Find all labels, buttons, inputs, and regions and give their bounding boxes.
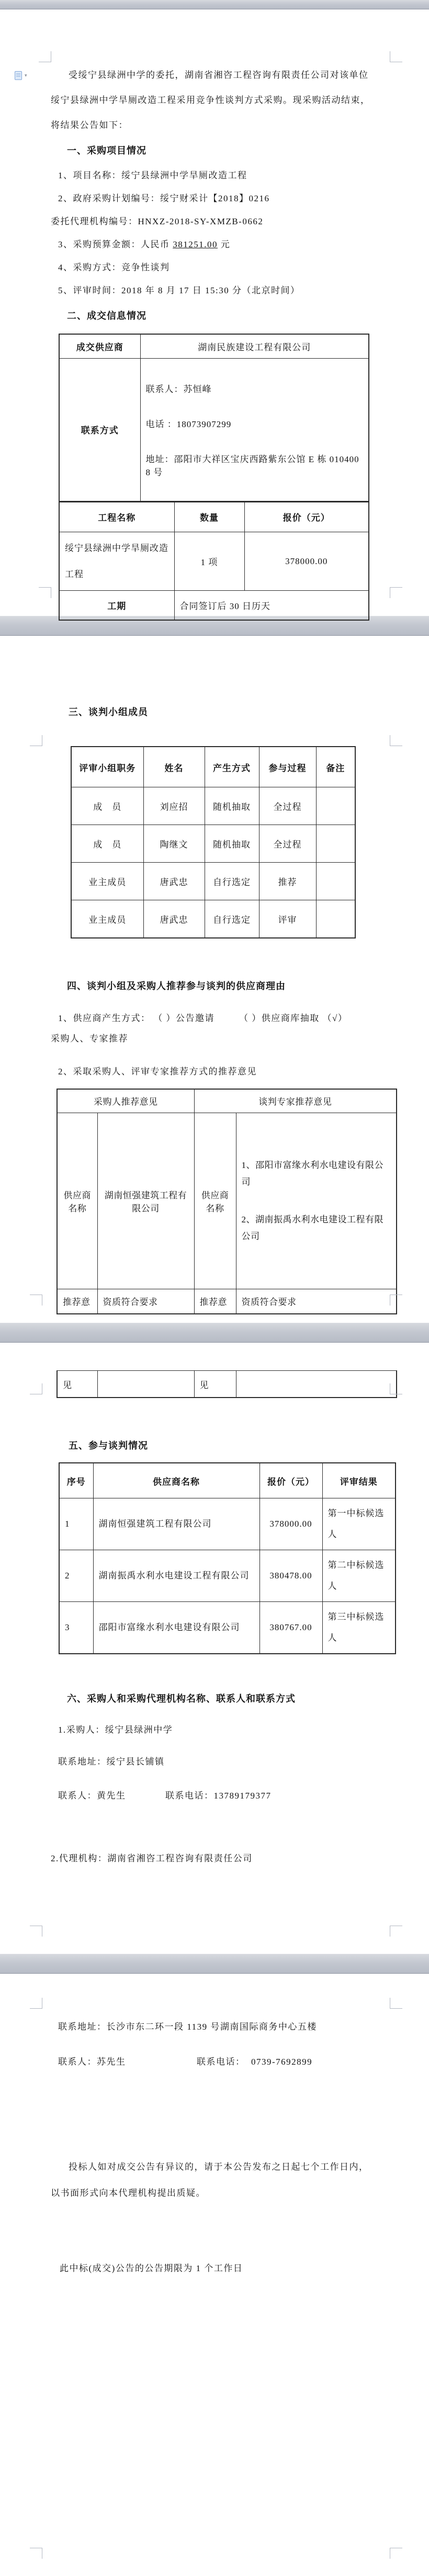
method-cell: 自行选定 — [205, 863, 259, 900]
name-cell: 陶继文 — [143, 825, 205, 863]
table-row — [71, 787, 355, 825]
table-header-row — [57, 1089, 397, 1113]
purchaser-contact-person: 联系人：黄先生 — [58, 1791, 126, 1801]
table-row — [59, 532, 369, 591]
col-name: 姓名 — [143, 747, 205, 787]
negotiation-panel-table — [71, 746, 356, 938]
table-header-row — [71, 747, 355, 787]
recommend-intro-line: 2、采取采购人、评审专家推荐方式的推荐意见 — [58, 1067, 257, 1077]
opinion-label-cell: 推荐意 — [57, 1289, 97, 1314]
supplier-cell: 湖南振禹水利水电建设工程有限公司 — [93, 1550, 259, 1602]
result-cell: 第一中标候选人 — [322, 1498, 396, 1550]
supplier-source-line-2: 采购人、专家推荐 — [51, 1034, 128, 1044]
col-bid-price: 报价（元） — [259, 1463, 322, 1498]
bid-participation-table — [59, 1462, 396, 1654]
name-cell: 唐武忠 — [143, 863, 205, 900]
index-cell: 3 — [59, 1602, 93, 1654]
participation-cell: 全过程 — [259, 787, 316, 825]
recommendation-table-continued — [57, 1370, 397, 1398]
objection-line: 投标人如对成交公告有异议的，请于本公告发布之日起七个工作日内， — [69, 2162, 369, 2172]
table-row — [59, 358, 369, 501]
supplier-source-line: 1、供应商产生方式： （ ）公告邀请 （ ）供应商库抽取 （√） — [58, 1013, 348, 1023]
col-review-result: 评审结果 — [322, 1463, 396, 1498]
plan-number-line: 2、政府采购计划编号：绥宁财采计【2018】0216 — [58, 193, 270, 203]
margin-corner-mark — [30, 735, 42, 746]
page-3 — [0, 1370, 429, 1954]
opinion-value-cell: 资质符合要求 — [236, 1289, 397, 1314]
margin-corner-mark — [39, 51, 51, 62]
role-cell: 业主成员 — [71, 900, 143, 938]
margin-corner-mark — [390, 1926, 402, 1937]
table-row — [59, 591, 369, 620]
purchaser-address-line: 联系地址：绥宁县长铺镇 — [58, 1757, 165, 1767]
project-name-cell: 绥宁县绿洲中学旱厕改造工程 — [59, 532, 174, 591]
duration-value-cell: 合同签订后 30 日历天 — [174, 591, 369, 620]
index-cell: 1 — [59, 1498, 93, 1550]
index-cell: 2 — [59, 1550, 93, 1602]
agency-number-line: 委托代理机构编号：HNXZ-2018-SY-XMZB-0662 — [51, 216, 264, 226]
margin-corner-mark — [390, 1295, 402, 1306]
purchaser-recommendation-header: 采购人推荐意见 — [57, 1089, 194, 1113]
supplier-label-cell: 成交供应商 — [59, 334, 140, 358]
contact-person: 联系人：苏恒峰 — [145, 384, 212, 394]
participation-cell: 评审 — [259, 900, 316, 938]
purchaser-contact-phone: 联系电话：13789179377 — [165, 1791, 272, 1801]
method-cell: 自行选定 — [205, 900, 259, 938]
remarks-cell — [316, 900, 355, 938]
paste-options-button[interactable] — [15, 71, 27, 80]
role-cell: 成 员 — [71, 825, 143, 863]
section-heading-1: 一、采购项目情况 — [67, 145, 146, 156]
supplier-list-cell — [236, 1113, 397, 1289]
budget-suffix: 元 — [218, 239, 231, 249]
contact-address: 地址：邵阳市大祥区宝庆西路紫东公馆 E 栋 0104008 号 — [145, 454, 359, 477]
section-heading-2: 二、成交信息情况 — [67, 311, 146, 321]
result-cell: 第三中标候选人 — [322, 1602, 396, 1654]
margin-corner-mark — [30, 1998, 42, 2009]
table-row — [59, 1602, 396, 1654]
table-header-row — [59, 502, 369, 532]
price-cell: 380767.00 — [259, 1602, 322, 1654]
page-separator-band — [0, 1954, 429, 1974]
col-index: 序号 — [59, 1463, 93, 1498]
review-time-line: 5、评审时间：2018 年 8 月 17 日 15:30 分（北京时间） — [58, 285, 300, 295]
quantity-cell: 1 项 — [174, 532, 244, 591]
agency-contact-line — [58, 2055, 371, 2069]
col-selection-method: 产生方式 — [205, 747, 259, 787]
recommendation-table — [57, 1089, 397, 1314]
budget-prefix: 3、采购预算金额：人民币 — [58, 239, 173, 249]
margin-corner-mark — [30, 1926, 42, 1937]
objection-paragraph — [51, 2154, 371, 2206]
opinion-value-cell: 资质符合要求 — [97, 1289, 194, 1314]
margin-corner-mark — [390, 1383, 402, 1394]
budget-line — [58, 237, 371, 252]
intro-paragraph — [51, 9, 371, 133]
col-remarks: 备注 — [316, 747, 355, 787]
table-row — [59, 1550, 396, 1602]
table-row — [59, 334, 369, 358]
section-heading-4: 四、谈判小组及采购人推荐参与谈判的供应商理由 — [67, 981, 286, 991]
intro-line: 将结果公告如下： — [51, 120, 128, 130]
agency-contact-phone: 联系电话： 0739-7692899 — [197, 2057, 313, 2067]
remarks-cell — [316, 825, 355, 863]
margin-corner-mark — [390, 51, 402, 62]
col-price: 报价（元） — [244, 502, 369, 532]
dropdown-arrow-icon: ▾ — [25, 73, 27, 78]
opinion-label-cell: 推荐意 — [194, 1289, 236, 1314]
objection-line: 以书面形式向本代理机构提出质疑。 — [51, 2188, 206, 2198]
page-separator-band — [0, 1323, 429, 1343]
margin-corner-mark — [390, 587, 402, 598]
duration-label-cell: 工期 — [59, 591, 174, 620]
purchaser-line: 1.采购人：绥宁县绿洲中学 — [58, 1725, 173, 1735]
col-project-name: 工程名称 — [59, 502, 174, 532]
recommended-supplier: 2、湖南振禹水利水电建设工程有限公司 — [241, 1214, 383, 1241]
agency-line: 2.代理机构：湖南省湘咨工程咨询有限责任公司 — [51, 1853, 253, 1863]
supplier-cell: 湖南恒强建筑工程有限公司 — [93, 1498, 259, 1550]
section-heading-5: 五、参与谈判情况 — [69, 1440, 148, 1451]
table-row — [57, 1289, 397, 1314]
agency-contact-person: 联系人：苏先生 — [58, 2057, 126, 2067]
intro-line: 绥宁县绿洲中学旱厕改造工程采用竞争性谈判方式采购。现采购活动结束， — [51, 95, 370, 105]
method-cell: 随机抽取 — [205, 787, 259, 825]
remarks-cell — [316, 863, 355, 900]
purchaser-contact-line — [58, 1789, 371, 1803]
method-line: 4、采购方式：竞争性谈判 — [58, 262, 170, 272]
price-cell: 380478.00 — [259, 1550, 322, 1602]
supplier-label-cell: 供应商名称 — [194, 1113, 236, 1289]
col-panel-role: 评审小组职务 — [71, 747, 143, 787]
role-cell: 业主成员 — [71, 863, 143, 900]
award-info-table — [59, 334, 369, 502]
opinion-label-continued-cell: 见 — [57, 1371, 97, 1398]
result-cell: 第二中标候选人 — [322, 1550, 396, 1602]
contact-label-cell: 联系方式 — [59, 358, 140, 501]
role-cell: 成 员 — [71, 787, 143, 825]
margin-corner-mark — [390, 735, 402, 746]
table-row — [57, 1371, 397, 1398]
contact-phone: 电话 ：18073907299 — [145, 419, 232, 429]
margin-corner-mark — [390, 2548, 402, 2559]
margin-corner-mark — [30, 1383, 42, 1394]
supplier-cell: 邵阳市富缘水利水电建设有限公司 — [93, 1602, 259, 1654]
supplier-label-cell: 供应商名称 — [57, 1113, 97, 1289]
supplier-name-cell: 湖南民族建设工程有限公司 — [140, 334, 369, 358]
page-separator-band — [0, 0, 429, 9]
paste-options-icon — [15, 71, 22, 80]
intro-line: 受绥宁县绿洲中学的委托，湖南省湘咨工程咨询有限责任公司对该单位 — [69, 70, 369, 80]
opinion-value-cell — [97, 1371, 194, 1398]
name-cell: 唐武忠 — [143, 900, 205, 938]
page-2 — [0, 705, 429, 1323]
price-cell: 378000.00 — [244, 532, 369, 591]
method-cell: 随机抽取 — [205, 825, 259, 863]
table-row — [59, 1498, 396, 1550]
margin-corner-mark — [30, 2548, 42, 2559]
participation-cell: 全过程 — [259, 825, 316, 863]
margin-corner-mark — [39, 587, 51, 598]
expert-recommendation-header: 谈判专家推荐意见 — [194, 1089, 397, 1113]
col-supplier-name: 供应商名称 — [93, 1463, 259, 1498]
section-heading-3: 三、谈判小组成员 — [69, 707, 148, 717]
award-detail-table — [59, 501, 369, 621]
page-4 — [0, 1974, 429, 2576]
section-heading-6: 六、采购人和采购代理机构名称、联系人和联系方式 — [67, 1693, 296, 1704]
opinion-value-cell — [236, 1371, 397, 1398]
budget-amount: 381251.00 — [173, 239, 218, 249]
table-row — [71, 825, 355, 863]
opinion-label-continued-cell: 见 — [194, 1371, 236, 1398]
col-participation: 参与过程 — [259, 747, 316, 787]
table-header-row — [59, 1463, 396, 1498]
participation-cell: 推荐 — [259, 863, 316, 900]
agency-address-line: 联系地址：长沙市东二环一段 1139 号湖南国际商务中心五楼 — [58, 2022, 317, 2032]
name-cell: 刘应招 — [143, 787, 205, 825]
table-row — [57, 1113, 397, 1289]
project-name-line: 1、项目名称：绥宁县绿洲中学旱厕改造工程 — [58, 170, 247, 180]
remarks-cell — [316, 787, 355, 825]
contact-detail-cell — [140, 358, 369, 501]
margin-corner-mark — [390, 1998, 402, 2009]
price-cell: 378000.00 — [259, 1498, 322, 1550]
margin-corner-mark — [30, 1295, 42, 1306]
notice-period-line: 此中标(成交)公告的公告期限为 1 个工作日 — [60, 2263, 243, 2273]
col-quantity: 数量 — [174, 502, 244, 532]
supplier-name-cell: 湖南恒强建筑工程有限公司 — [97, 1113, 194, 1289]
recommended-supplier: 1、邵阳市富缘水利水电建设有限公司 — [241, 1160, 383, 1187]
table-row — [71, 863, 355, 900]
page-1 — [0, 9, 429, 616]
table-row — [71, 900, 355, 938]
